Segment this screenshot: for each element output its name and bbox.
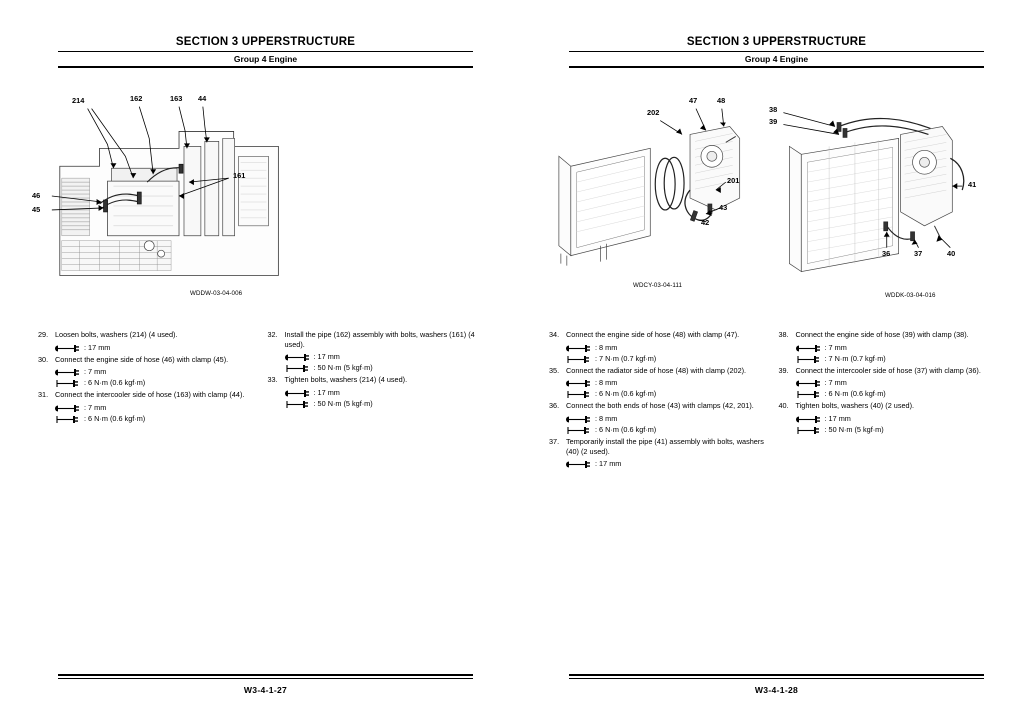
spec-row <box>55 379 256 388</box>
page-number: W3-4-1-28 <box>754 685 799 695</box>
spec-value: : 6 N·m (0.6 kgf·m) <box>84 414 146 423</box>
spec-value: : 8 mm <box>595 414 618 423</box>
spec-value: : 8 mm <box>595 378 618 388</box>
spec-value: : 50 N·m (5 kgf·m) <box>313 363 373 373</box>
callout-39: 39 <box>769 117 778 126</box>
spec-value: : 17 mm <box>313 352 340 362</box>
step-text: Tighten bolts, washers (40) (2 used). <box>795 401 915 411</box>
wrench-size-icon <box>285 389 311 398</box>
page-footer-left <box>58 674 473 695</box>
spec-value: : 17 mm <box>824 414 851 423</box>
torque-icon <box>566 355 592 364</box>
step-number: 32. <box>267 330 278 339</box>
figure-code-right: WDDK-03-04-016 <box>885 292 936 299</box>
figure-code-left: WDCY-03-04-111 <box>633 282 683 289</box>
step-text: Tighten bolts, washers (214) (4 used). <box>284 375 408 385</box>
wrench-size-icon <box>55 368 81 377</box>
spec-row <box>796 379 997 388</box>
callout-40: 40 <box>947 249 956 258</box>
steps-column-1 <box>38 330 256 645</box>
step-text: Connect the engine side of hose (39) with clamp (38). <box>795 330 969 339</box>
spec-row <box>55 368 256 377</box>
spec-value: : 17 mm <box>84 342 111 352</box>
step-number: 29. <box>38 330 49 339</box>
figure-left <box>30 86 487 316</box>
figure-code: WDDW-03-04-006 <box>190 290 243 297</box>
step-number: 31. <box>38 390 49 400</box>
step-text: Connect the radiator side of hose (48) with clamp (202). <box>566 365 747 375</box>
spec-value: : 17 mm <box>595 459 622 469</box>
step-item <box>549 437 767 456</box>
step-item <box>779 330 997 340</box>
wrench-size-icon <box>566 460 592 469</box>
step-number: 34. <box>549 330 560 339</box>
callout-214: 214 <box>72 96 85 105</box>
steps-column-2 <box>268 330 486 645</box>
callout-48: 48 <box>717 96 726 105</box>
spec-row <box>796 426 997 435</box>
torque-icon <box>285 364 311 373</box>
spec-value: : 8 mm <box>595 342 618 352</box>
wrench-size-icon <box>566 344 592 353</box>
spec-row <box>566 390 767 399</box>
step-text: Connect the engine side of hose (48) with clamp (47). <box>566 330 740 339</box>
step-text: Loosen bolts, washers (214) (4 used). <box>55 330 178 339</box>
step-item <box>38 355 256 365</box>
header-rule-thin <box>569 51 984 52</box>
callout-38: 38 <box>769 105 778 114</box>
step-text: Temporarily install the pipe (41) assembly with bolts, washers (40) (2 used). <box>566 436 764 456</box>
spec-value: : 17 mm <box>313 388 340 397</box>
spec-row <box>55 344 256 353</box>
spec-row <box>285 400 486 409</box>
step-number: 33. <box>267 375 278 385</box>
torque-icon <box>285 400 311 409</box>
step-number: 36. <box>549 401 560 411</box>
footer-rule-thick <box>58 674 473 676</box>
spec-value: : 6 N·m (0.6 kgf·m) <box>595 425 657 434</box>
torque-icon <box>55 415 81 424</box>
step-item <box>549 330 767 340</box>
wrench-size-icon <box>566 379 592 388</box>
torque-icon <box>566 390 592 399</box>
spec-row <box>566 426 767 435</box>
step-number: 38. <box>778 330 789 339</box>
step-item <box>38 330 256 340</box>
callout-46: 46 <box>32 191 41 200</box>
step-text: Connect the engine side of hose (46) with clamp (45). <box>55 354 229 364</box>
step-item <box>549 401 767 411</box>
group-subtitle: Group 4 Engine <box>744 54 809 64</box>
callout-37: 37 <box>914 249 923 258</box>
callout-202: 202 <box>647 108 660 117</box>
steps-left <box>38 330 485 645</box>
spec-value: : 7 mm <box>84 403 107 412</box>
spec-value: : 7 mm <box>84 367 107 377</box>
page-footer-right <box>569 674 984 695</box>
page-number: W3-4-1-27 <box>243 685 288 695</box>
spec-value: : 6 N·m (0.6 kgf·m) <box>595 389 657 399</box>
step-text: Connect the both ends of hose (43) with clamps (42, 201). <box>566 401 754 411</box>
callout-41: 41 <box>968 180 977 189</box>
step-number: 35. <box>549 365 560 375</box>
step-item <box>549 366 767 376</box>
steps-right <box>549 330 996 645</box>
spec-value: : 50 N·m (5 kgf·m) <box>824 425 884 434</box>
spec-row <box>285 389 486 398</box>
spec-row <box>285 353 486 362</box>
engine-assembly-illustration <box>30 86 487 316</box>
step-text: Connect the intercooler side of hose (37) with clamp (36). <box>795 365 981 375</box>
torque-icon <box>796 426 822 435</box>
callout-44: 44 <box>198 94 207 103</box>
spec-row <box>566 344 767 353</box>
step-item <box>268 375 486 385</box>
callout-201: 201 <box>727 176 740 185</box>
step-text: Install the pipe (162) assembly with bolts, washers (161) (4 used). <box>284 330 475 349</box>
wrench-size-icon <box>55 404 81 413</box>
wrench-size-icon <box>796 415 822 424</box>
callout-45: 45 <box>32 205 41 214</box>
spec-value: : 6 N·m (0.6 kgf·m) <box>824 389 886 399</box>
header-rule-thick <box>58 66 473 68</box>
spec-value: : 6 N·m (0.6 kgf·m) <box>84 378 146 388</box>
page-header-right <box>569 36 984 68</box>
group-subtitle: Group 4 Engine <box>233 54 298 64</box>
figure-right <box>541 86 998 316</box>
header-rule-thick <box>569 66 984 68</box>
page-right <box>511 0 1022 725</box>
step-item <box>268 330 486 349</box>
callout-163: 163 <box>170 94 183 103</box>
torque-icon <box>566 426 592 435</box>
callout-36: 36 <box>882 249 891 258</box>
spec-row <box>55 415 256 424</box>
step-item <box>779 366 997 376</box>
spec-row <box>796 415 997 424</box>
step-number: 37. <box>549 436 560 446</box>
wrench-size-icon <box>796 379 822 388</box>
wrench-size-icon <box>566 415 592 424</box>
spec-row <box>796 355 997 364</box>
callout-42: 42 <box>701 218 710 227</box>
step-item <box>779 401 997 411</box>
page-header-left <box>58 36 473 68</box>
torque-icon <box>796 355 822 364</box>
header-rule-thin <box>58 51 473 52</box>
step-text: Connect the intercooler side of hose (163) with clamp (44). <box>55 390 245 400</box>
wrench-size-icon <box>796 344 822 353</box>
callout-161: 161 <box>233 171 246 180</box>
spec-value: : 7 N·m (0.7 kgf·m) <box>824 353 886 363</box>
step-number: 39. <box>778 365 789 375</box>
callout-162: 162 <box>130 94 143 103</box>
spec-value: : 7 mm <box>824 342 847 352</box>
spec-value: : 50 N·m (5 kgf·m) <box>313 399 373 408</box>
footer-rule-thick <box>569 674 984 676</box>
step-number: 30. <box>38 354 49 364</box>
callout-43: 43 <box>719 203 728 212</box>
steps-column-2 <box>779 330 997 645</box>
spec-row <box>796 390 997 399</box>
spec-value: : 7 mm <box>824 378 847 388</box>
spec-row <box>566 415 767 424</box>
spec-value: : 7 N·m (0.7 kgf·m) <box>595 353 657 363</box>
section-title: SECTION 3 UPPERSTRUCTURE <box>686 36 867 48</box>
callout-47: 47 <box>689 96 698 105</box>
step-item <box>38 390 256 400</box>
spec-row <box>566 379 767 388</box>
steps-column-1 <box>549 330 767 645</box>
spec-row <box>566 355 767 364</box>
spec-row <box>285 364 486 373</box>
step-number: 40. <box>778 401 789 411</box>
spec-row <box>796 344 997 353</box>
page-left <box>0 0 511 725</box>
torque-icon <box>796 390 822 399</box>
torque-icon <box>55 379 81 388</box>
section-title: SECTION 3 UPPERSTRUCTURE <box>175 36 356 48</box>
wrench-size-icon <box>55 344 81 353</box>
wrench-size-icon <box>285 353 311 362</box>
spec-row <box>55 404 256 413</box>
spec-row <box>566 460 767 469</box>
